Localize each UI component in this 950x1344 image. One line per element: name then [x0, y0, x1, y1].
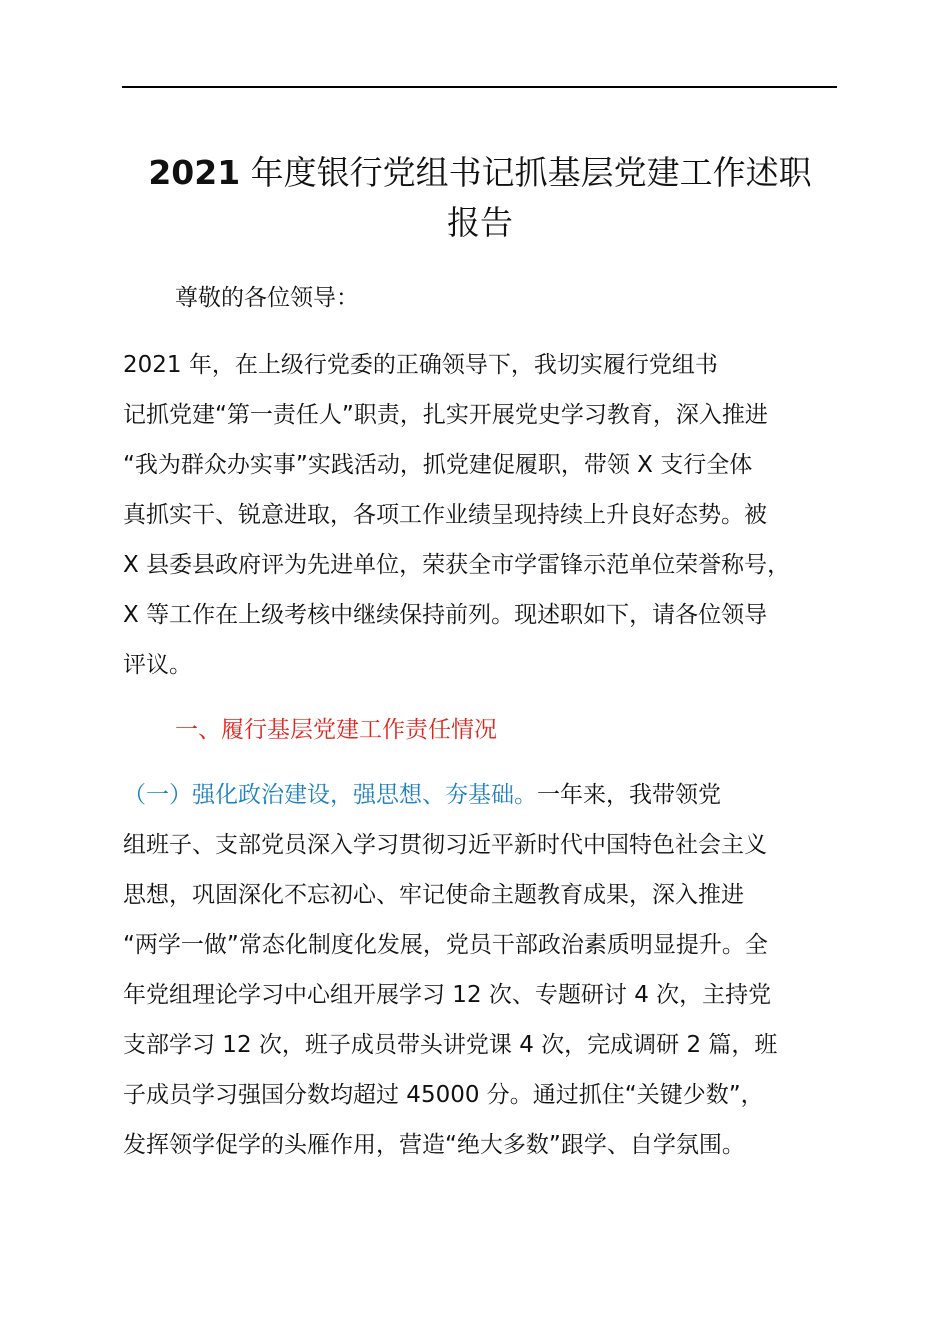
section-line: 支部学习 12 次，班子成员带头讲党课 4 次，完成调研 2 篇，班	[123, 1032, 778, 1058]
title-year: 2021	[148, 153, 241, 192]
salutation: 尊敬的各位领导：	[175, 285, 359, 311]
intro-line: 记抓党建“第一责任人”职责，扎实开展党史学习教育，深入推进	[123, 402, 768, 428]
title-line-1	[110, 148, 850, 198]
page-title	[110, 148, 850, 248]
section-paragraph	[123, 770, 843, 1170]
section-first-line-text: 一年来，我带领党	[537, 782, 721, 808]
top-rule	[122, 86, 837, 88]
section-line: 组班子、支部党员深入学习贯彻习近平新时代中国特色社会主义	[123, 832, 767, 858]
intro-paragraph	[123, 340, 843, 690]
intro-line: 真抓实干、锐意进取，各项工作业绩呈现持续上升良好态势。被	[123, 502, 767, 528]
sub-heading: （一）强化政治建设，强思想、夯基础。	[123, 782, 537, 808]
title-line-2: 报告	[447, 203, 513, 242]
section-line: 发挥领学促学的头雁作用，营造“绝大多数”跟学、自学氛围。	[123, 1132, 745, 1158]
intro-line: 2021 年，在上级行党委的正确领导下，我切实履行党组书	[123, 352, 718, 378]
intro-line: X 县委县政府评为先进单位，荣获全市学雷锋示范单位荣誉称号，	[123, 552, 791, 578]
section-line: 子成员学习强国分数均超过 45000 分。通过抓住“关键少数”，	[123, 1082, 764, 1108]
section-line: 思想，巩固深化不忘初心、牢记使命主题教育成果，深入推进	[123, 882, 744, 908]
title-line-1-text: 年度银行党组书记抓基层党建工作述职	[240, 153, 812, 192]
intro-line: “我为群众办实事”实践活动，抓党建促履职，带领 X 支行全体	[123, 452, 753, 478]
section-first-line	[123, 770, 843, 820]
intro-line: X 等工作在上级考核中继续保持前列。现述职如下，请各位领导	[123, 602, 768, 628]
intro-line: 评议。	[123, 652, 192, 678]
section-heading: 一、履行基层党建工作责任情况	[175, 717, 497, 743]
section-line: 年党组理论学习中心组开展学习 12 次、专题研讨 4 次，主持党	[123, 982, 772, 1008]
section-line: “两学一做”常态化制度化发展，党员干部政治素质明显提升。全	[123, 932, 768, 958]
